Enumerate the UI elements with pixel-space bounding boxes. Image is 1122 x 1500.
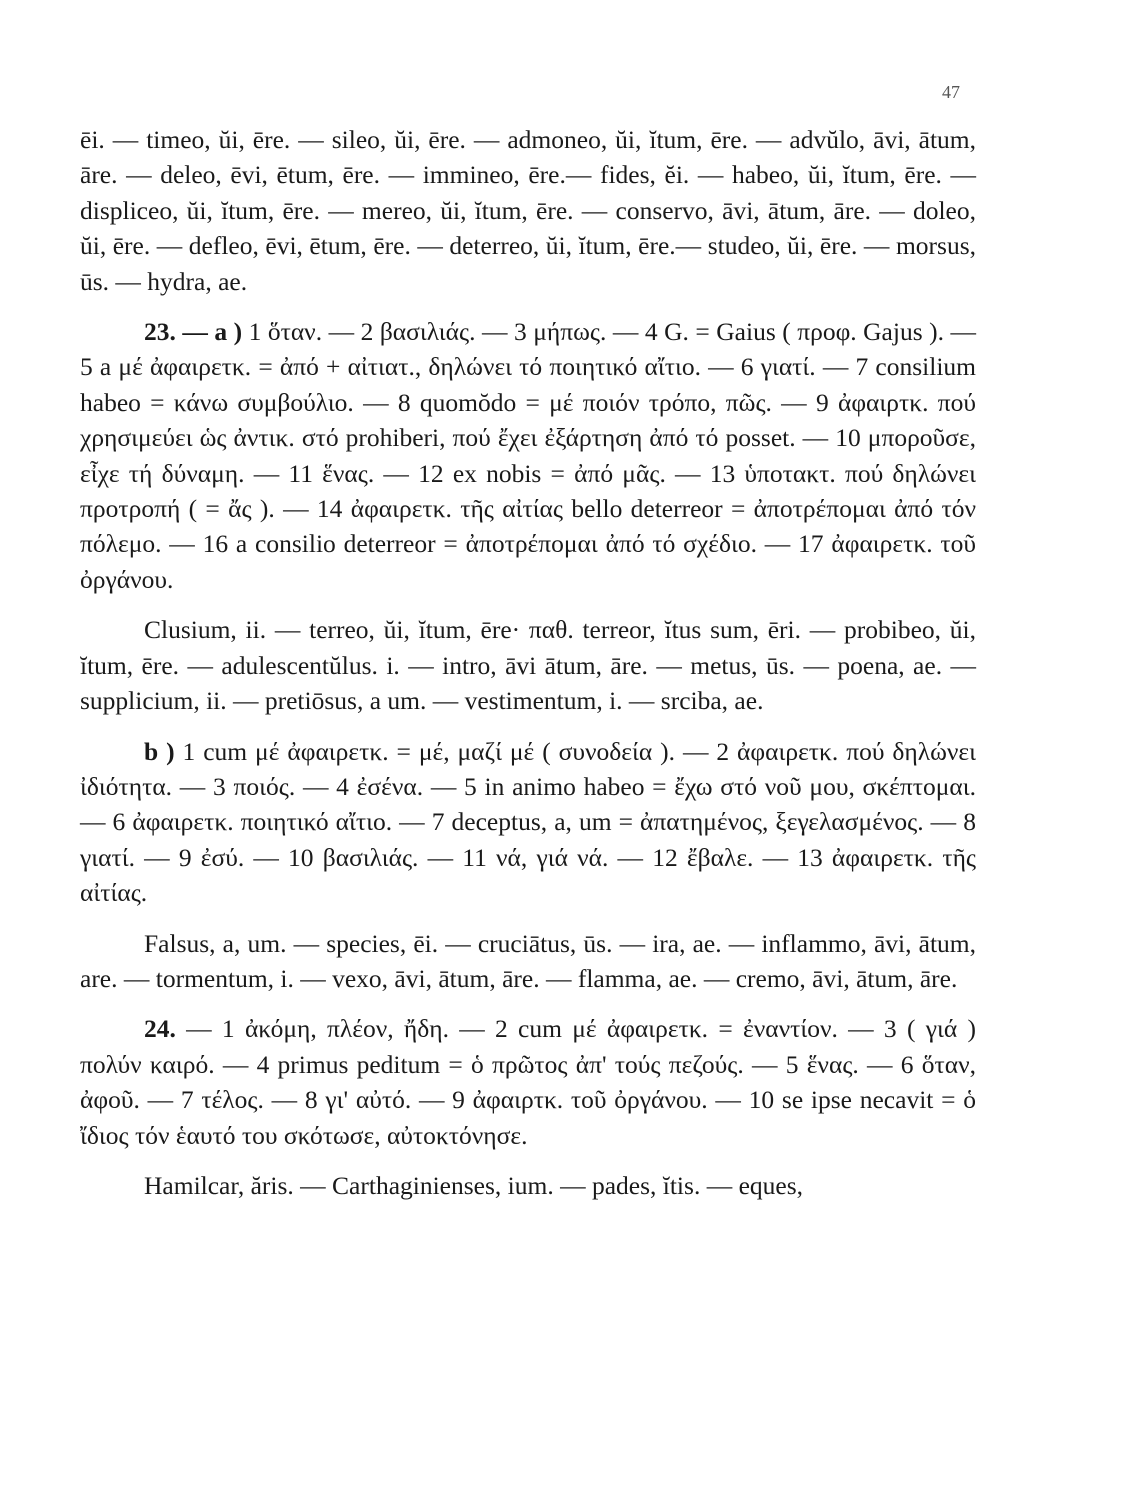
paragraph-text: 1 cum μέ ἀφαιρετκ. = μέ, μαζί μέ ( συνοδεία ). — 2 ἀφαιρετκ. πού δηλώνει ἰδιότητα. — 3 ποιός. — 4 ἐσένα. — 5 in animo habeo = ἔχω στό νοῦ μου, σκέπτομαι. — 6 ἀφαιρετκ. ποιητικό αἴτιο. — 7 deceptus, a, um = ἀπατημένος, ξεγελασμένος. — 8 γιατί. — 9 ἐσύ. — 10 βασιλιάς. — 11 νά, γιά νά. — 12 ἔβαλε. — 13 ἀφαιρετκ. τῆς αἰτίας.	[80, 736, 976, 908]
vocabulary-paragraph-4	[80, 1168, 976, 1203]
paragraph-text: — 1 ἀκόμη, πλέον, ἤδη. — 2 cum μέ ἀφαιρετκ. = ἐναντίον. — 3 ( γιά ) πολύν καιρό. — 4 primus peditum = ὁ πρῶτος ἀπ' τούς πεζούς. — 5 ἕνας. — 6 ὅταν, ἀφοῦ. — 7 τέλος. — 8 γι' αὐτό. — 9 ἀφαιρτκ. τοῦ ὀργάνου. — 10 se ipse necavit = ὁ ἴδιος τόν ἑαυτό του σκότωσε, αὐτοκτόνησε.	[80, 1014, 976, 1150]
note-paragraph-23b	[80, 734, 976, 911]
paragraph-text: Hamilcar, ăris. — Carthaginienses, ium. — pades, ĭtis. — eques,	[144, 1170, 804, 1200]
page-body	[80, 122, 976, 1203]
page-number: 47	[942, 82, 960, 102]
vocabulary-paragraph-1	[80, 122, 976, 299]
paragraph-text: Falsus, a, um. — species, ēi. — cruciātus, ūs. — ira, ae. — inflammo, āvi, ātum, are. — tormentum, i. — vexo, āvi, ātum, āre. — flamma, ae. — cremo, āvi, ātum, āre.	[80, 928, 976, 993]
section-label: b )	[144, 736, 175, 766]
paragraph-text: ēi. — timeo, ŭi, ēre. — sileo, ŭi, ēre. — admoneo, ŭi, ĭtum, ēre. — advŭlo, āvi, ātum, āre. — deleo, ēvi, ētum, ēre. — immineo, ēre.— fides, ĕi. — habeo, ŭi, ĭtum, ēre. — displiceo, ŭi, ĭtum, ēre. — mereo, ŭi, ĭtum, ēre. — conservo, āvi, ātum, āre. — doleo, ŭi, ēre. — defleo, ēvi, ētum, ēre. — deterreo, ŭi, ĭtum, ēre.— studeo, ŭi, ēre. — morsus, ūs. — hydra, ae.	[80, 125, 976, 296]
paragraph-text: 1 ὅταν. — 2 βασιλιάς. — 3 μήπως. — 4 G. = Gaius ( προφ. Gajus ). — 5 a μέ ἀφαιρετκ. = ἀπό + αἰτιατ., δηλώνει τό ποιητικό αἴτιο. — 6 γιατί. — 7 consilium habeo = κάνω συμβούλιο. — 8 quomŏdo = μέ ποιόν τρόπο, πῶς. — 9 ἀφαιρτκ. πού χρησιμεύει ὡς ἀντικ. στό prohiberi, πού ἔχει ἐξάρτηση ἀπό τό posset. — 10 μποροῦσε, εἶχε τή δύναμη. — 11 ἕνας. — 12 ex nobis = ἀπό μᾶς. — 13 ὑποτακτ. πού δηλώνει προτροπή ( = ἄς ). — 14 ἀφαιρετκ. τῆς αἰτίας bello deterreor = ἀποτρέπομαι ἀπό τόν πόλεμο. — 16 a consilio deterreor = ἀποτρέπομαι ἀπό τό σχέδιο. — 17 ἀφαιρετκ. τοῦ ὀργάνου.	[80, 317, 976, 594]
vocabulary-paragraph-2	[80, 612, 976, 718]
section-label: 23. — a )	[144, 317, 243, 347]
vocabulary-paragraph-3	[80, 926, 976, 997]
paragraph-text: Clusium, ii. — terreo, ŭi, ĭtum, ēre· παθ. terreor, ĭtus sum, ēri. — probibeo, ŭi, ĭtum, ēre. — adulescentŭlus. i. — intro, āvi ātum, āre. — metus, ūs. — poena, ae. — supplicium, ii. — pretiōsus, a um. — vestimentum, i. — srciba, ae.	[80, 615, 976, 716]
note-paragraph-23a	[80, 314, 976, 597]
note-paragraph-24	[80, 1011, 976, 1153]
section-label: 24.	[144, 1014, 176, 1044]
